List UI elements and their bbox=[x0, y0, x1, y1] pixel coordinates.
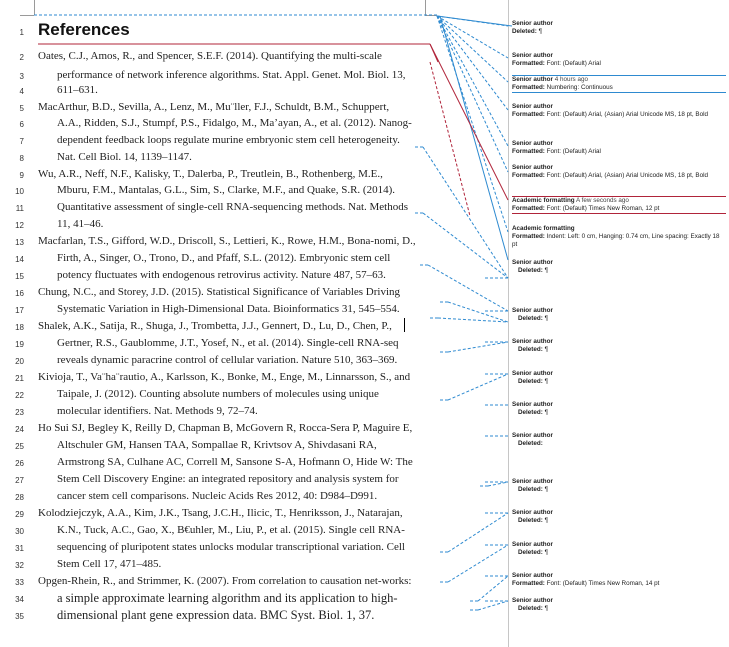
line-number: 28 bbox=[15, 493, 24, 502]
reference-line[interactable]: Ho Sui SJ, Begley K, Reilly D, Chapman B, McGovern R, Rocca-Sera P, Maguire E, bbox=[38, 422, 413, 434]
line-number: 13 bbox=[15, 238, 24, 247]
revision-balloon[interactable] bbox=[512, 307, 726, 323]
balloon-label: Deleted: bbox=[518, 346, 543, 353]
revision-balloon[interactable] bbox=[512, 572, 726, 588]
balloon-author: Senior author bbox=[512, 432, 553, 439]
reference-line[interactable]: molecular identifiers. Nat. Methods 9, 72–74. bbox=[57, 405, 258, 417]
line-number: 1 bbox=[19, 28, 24, 37]
line-number: 23 bbox=[15, 408, 24, 417]
line-number: 5 bbox=[19, 104, 24, 113]
balloon-label: Formatted: bbox=[512, 111, 545, 118]
balloon-detail: ¶ bbox=[544, 346, 548, 353]
reference-line[interactable]: a simple approximate learning algorithm and its application to high- bbox=[57, 591, 398, 605]
line-number: 11 bbox=[15, 204, 24, 213]
revision-balloon[interactable] bbox=[512, 225, 726, 249]
balloon-detail: ¶ bbox=[544, 409, 548, 416]
line-number: 26 bbox=[15, 459, 24, 468]
reference-line[interactable]: Armstrong SA, Culhane AC, Correll M, Sansone S-A, Hofmann O, Hide W: The bbox=[57, 456, 413, 468]
balloon-detail: Indent: Left: 0 cm, Hanging: 0.74 cm, Line spacing: Exactly 18 pt bbox=[512, 233, 720, 248]
balloon-time: A few seconds ago bbox=[576, 197, 629, 204]
line-number: 31 bbox=[15, 544, 24, 553]
reference-line[interactable]: Mburu, F.M., Mantalas, G.L., Sim, S., Clarke, M.F., and Quake, S.R. (2014). bbox=[57, 184, 396, 196]
line-number: 19 bbox=[15, 340, 24, 349]
balloon-detail: ¶ bbox=[544, 486, 548, 493]
reference-line[interactable]: Firth, A., Singer, O., Trono, D., and Pfaff, S.L. (2012). Embryonic stem cell bbox=[57, 252, 391, 264]
balloon-label: Deleted: bbox=[518, 267, 543, 274]
balloon-detail: ¶ bbox=[544, 605, 548, 612]
line-number: 35 bbox=[15, 612, 24, 621]
revision-balloon-selected[interactable] bbox=[512, 75, 726, 93]
revision-balloon[interactable] bbox=[512, 52, 726, 68]
reference-line[interactable]: reveals dynamic paracrine control of cellular variation. Nature 510, 363–369. bbox=[57, 354, 398, 366]
balloon-label: Formatted: bbox=[512, 233, 545, 240]
reference-line[interactable]: Kivioja, T., Va¨ha¨rautio, A., Karlsson, K., Bonke, M., Enge, M., Linnarsson, S., and bbox=[38, 371, 411, 383]
balloon-author: Senior author bbox=[512, 103, 553, 110]
balloon-label: Formatted: bbox=[512, 172, 545, 179]
balloon-author: Senior author bbox=[512, 20, 553, 27]
balloon-detail: Font: (Default) Arial bbox=[546, 148, 601, 155]
balloon-label: Deleted: bbox=[518, 605, 543, 612]
balloon-author: Senior author bbox=[512, 597, 553, 604]
reference-line[interactable]: Taipale, J. (2012). Counting absolute numbers of molecules using unique bbox=[57, 388, 379, 400]
references-heading[interactable]: References bbox=[38, 20, 130, 39]
line-number: 14 bbox=[15, 255, 24, 264]
balloon-author: Senior author bbox=[512, 370, 553, 377]
revision-balloon[interactable] bbox=[512, 478, 726, 494]
balloon-detail: ¶ bbox=[544, 315, 548, 322]
revision-balloon-selected[interactable] bbox=[512, 196, 726, 214]
revision-balloon[interactable] bbox=[512, 20, 726, 36]
line-number: 18 bbox=[15, 323, 24, 332]
reference-line[interactable]: Altschuler GM, Hansen TAA, Sompallae R, Krivtsov A, Shivdasani RA, bbox=[57, 439, 377, 451]
balloon-author: Senior author bbox=[512, 478, 553, 485]
balloon-detail: ¶ bbox=[544, 267, 548, 274]
balloon-detail: Numbering: Continuous bbox=[546, 84, 613, 91]
reference-line[interactable]: dimensional plant gene expression data. BMC Syst. Biol. 1, 37. bbox=[57, 608, 375, 622]
balloon-detail: Font: (Default) Times New Roman, 14 pt bbox=[546, 580, 660, 587]
balloon-author: Senior author bbox=[512, 164, 553, 171]
balloon-label: Deleted: bbox=[512, 28, 537, 35]
reference-line[interactable]: Oates, C.J., Amos, R., and Spencer, S.E.F. (2014). Quantifying the multi-scale bbox=[38, 50, 382, 62]
line-number: 2 bbox=[19, 53, 24, 62]
line-number: 4 bbox=[19, 87, 24, 96]
revision-balloon[interactable] bbox=[512, 597, 726, 613]
revision-balloon[interactable] bbox=[512, 432, 726, 448]
reference-line[interactable]: Gertner, R.S., Gaublomme, J.T., Yosef, N., et al. (2014). Single-cell RNA-seq bbox=[57, 337, 399, 349]
revision-balloon[interactable] bbox=[512, 140, 726, 156]
balloon-author: Senior author bbox=[512, 401, 553, 408]
reference-line[interactable]: Stem Cell Discovery Engine: an integrated repository and analysis system for bbox=[57, 473, 399, 485]
margin-crop-mark bbox=[20, 15, 34, 16]
revision-balloon[interactable] bbox=[512, 370, 726, 386]
reference-line[interactable]: Chung, N.C., and Storey, J.D. (2015). Statistical Significance of Variables Driving bbox=[38, 286, 401, 298]
reference-line[interactable]: potency fluctuates with endogenous retrovirus activity. Nature 487, 57–63. bbox=[57, 269, 386, 281]
balloon-time: 4 hours ago bbox=[554, 76, 588, 83]
reference-line[interactable]: 11, 41–46. bbox=[57, 218, 104, 230]
margin-crop-mark bbox=[425, 15, 437, 16]
balloon-detail: Font: (Default) Arial, (Asian) Arial Unicode MS, 18 pt, Bold bbox=[546, 111, 708, 118]
balloon-label: Deleted: bbox=[518, 549, 543, 556]
balloon-label: Deleted: bbox=[518, 517, 543, 524]
balloon-author: Senior author bbox=[512, 140, 553, 147]
line-number: 32 bbox=[15, 561, 24, 570]
balloon-detail: Font: (Default) Arial bbox=[546, 60, 601, 67]
line-number: 3 bbox=[19, 72, 24, 81]
reference-line[interactable]: sequencing of pluripotent states unlocks modular transcriptional variation. Cell bbox=[57, 541, 405, 553]
line-number: 22 bbox=[15, 391, 24, 400]
balloon-label: Deleted: bbox=[518, 378, 543, 385]
balloon-author: Senior author bbox=[512, 307, 553, 314]
balloon-detail: ¶ bbox=[538, 28, 542, 35]
line-number: 33 bbox=[15, 578, 24, 587]
balloon-label: Formatted: bbox=[512, 205, 545, 212]
reference-line[interactable]: Kolodziejczyk, A.A., Kim, J.K., Tsang, J.C.H., Ilicic, T., Henriksson, J., Natarajan, bbox=[38, 507, 403, 519]
line-number: 10 bbox=[15, 187, 24, 196]
balloon-author: Academic formatting bbox=[512, 225, 575, 232]
line-number: 15 bbox=[15, 272, 24, 281]
line-number: 29 bbox=[15, 510, 24, 519]
balloon-detail: Font: (Default) Times New Roman, 12 pt bbox=[546, 205, 660, 212]
reference-line[interactable]: Macfarlan, T.S., Gifford, W.D., Driscoll, S., Lettieri, K., Rowe, H.M., Bona-nomi, D., bbox=[38, 235, 416, 247]
balloon-author: Senior author bbox=[512, 259, 553, 266]
balloon-label: Formatted: bbox=[512, 84, 545, 91]
reference-line[interactable]: Nat. Cell Biol. 14, 1139–1147. bbox=[57, 151, 192, 163]
reference-line[interactable]: Quantitative assessment of single-cell RNA-sequencing methods. Nat. Methods bbox=[57, 201, 409, 213]
balloon-label: Deleted: bbox=[518, 315, 543, 322]
balloon-detail: ¶ bbox=[544, 549, 548, 556]
line-number: 30 bbox=[15, 527, 24, 536]
reference-line[interactable]: K.N., Tuck, A.C., Gao, X., B€uhler, M., Liu, P., et al. (2015). Single cell RNA- bbox=[57, 524, 405, 536]
line-number: 27 bbox=[15, 476, 24, 485]
balloon-label: Formatted: bbox=[512, 580, 545, 587]
balloon-label: Deleted: bbox=[518, 440, 543, 447]
balloon-label: Formatted: bbox=[512, 148, 545, 155]
balloon-author: Academic formatting bbox=[512, 197, 575, 204]
revision-balloon[interactable] bbox=[512, 401, 726, 417]
line-number: 20 bbox=[15, 357, 24, 366]
line-number: 24 bbox=[15, 425, 24, 434]
reference-line[interactable]: Wu, A.R., Neff, N.F., Kalisky, T., Dalerba, P., Treutlein, B., Rothenberg, M.E., bbox=[38, 168, 383, 180]
reference-line[interactable]: 611–631. bbox=[57, 84, 98, 96]
revision-balloon[interactable] bbox=[512, 509, 726, 525]
balloon-author: Senior author bbox=[512, 509, 553, 516]
markup-pane-divider bbox=[508, 0, 509, 647]
balloon-detail: Font: (Default) Arial, (Asian) Arial Unicode MS, 18 pt, Bold bbox=[546, 172, 708, 179]
balloon-author: Senior author bbox=[512, 52, 553, 59]
reference-line[interactable]: MacArthur, B.D., Sevilla, A., Lenz, M., Mu¨ller, F.J., Schuldt, B.M., Schuppert, bbox=[38, 101, 390, 113]
line-number: 9 bbox=[19, 171, 24, 180]
balloon-label: Formatted: bbox=[512, 60, 545, 67]
line-number: 8 bbox=[19, 154, 24, 163]
line-number: 12 bbox=[15, 221, 24, 230]
text-cursor bbox=[404, 318, 405, 332]
balloon-label: Deleted: bbox=[518, 486, 543, 493]
line-number: 7 bbox=[19, 137, 24, 146]
margin-crop-mark bbox=[34, 0, 35, 15]
line-number: 17 bbox=[15, 306, 24, 315]
balloon-label: Deleted: bbox=[518, 409, 543, 416]
balloon-detail: ¶ bbox=[544, 517, 548, 524]
balloon-author: Senior author bbox=[512, 541, 553, 548]
revision-balloon[interactable] bbox=[512, 541, 726, 557]
balloon-author: Senior author bbox=[512, 76, 553, 83]
margin-crop-mark bbox=[425, 0, 426, 15]
revision-balloon[interactable] bbox=[512, 164, 726, 180]
revision-balloon[interactable] bbox=[512, 338, 726, 354]
reference-line[interactable]: performance of network inference algorithms. Stat. Appl. Genet. Mol. Biol. 13, bbox=[57, 69, 406, 81]
line-number: 25 bbox=[15, 442, 24, 451]
reference-line[interactable]: Systematic Variation in High-Dimensional Data. Bioinformatics 31, 545–554. bbox=[57, 303, 400, 315]
revision-balloon[interactable] bbox=[512, 259, 726, 275]
balloon-author: Senior author bbox=[512, 338, 553, 345]
reference-line[interactable]: A.A., Ridden, S.J., Stumpf, P.S., Fidalgo, M., Ma’ayan, A., et al. (2012). Nanog- bbox=[57, 117, 412, 129]
balloon-author: Senior author bbox=[512, 572, 553, 579]
reference-line[interactable]: cancer stem cell comparisons. Nucleic Acids Res 2012, 40: D984–D991. bbox=[57, 490, 378, 502]
line-number: 6 bbox=[19, 120, 24, 129]
line-number: 16 bbox=[15, 289, 24, 298]
line-number: 21 bbox=[15, 374, 24, 383]
reference-line[interactable]: Stem Cell 17, 471–485. bbox=[57, 558, 162, 570]
reference-line[interactable]: Opgen-Rhein, R., and Strimmer, K. (2007). From correlation to causation net-works: bbox=[38, 575, 412, 587]
reference-line[interactable]: dependent feedback loops regulate murine embryonic stem cell heterogeneity. bbox=[57, 134, 400, 146]
line-number: 34 bbox=[15, 595, 24, 604]
revision-balloon[interactable] bbox=[512, 103, 726, 119]
balloon-detail: ¶ bbox=[544, 378, 548, 385]
reference-line[interactable]: Shalek, A.K., Satija, R., Shuga, J., Trombetta, J.J., Gennert, D., Lu, D., Chen, P., bbox=[38, 320, 392, 332]
